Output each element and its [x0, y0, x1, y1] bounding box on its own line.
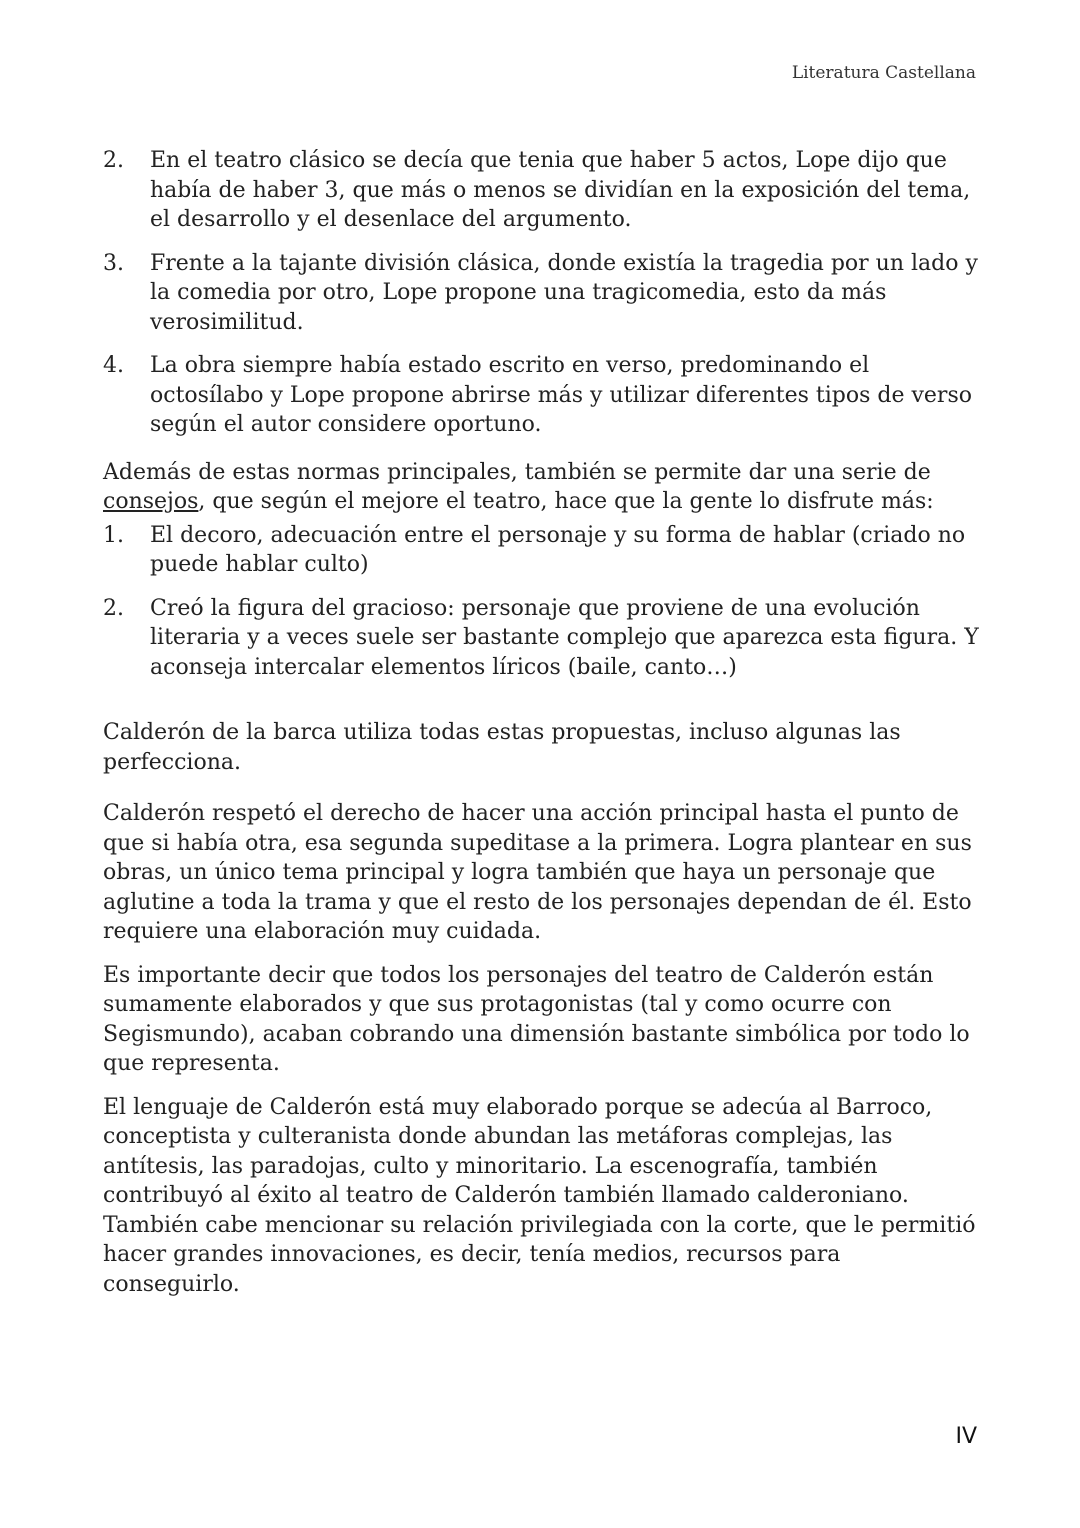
list-item — [103, 521, 983, 580]
list-item — [103, 146, 983, 235]
running-header: Literatura Castellana — [791, 63, 976, 83]
list-item — [103, 594, 983, 683]
list-number: 2. — [103, 595, 124, 621]
norms-list — [103, 146, 983, 440]
list-text: La obra siempre había estado escrito en verso, predominando el octosílabo y Lope propone abrirse más y utilizar diferentes tipos de verso según el autor considere oportuno. — [150, 353, 972, 437]
underlined-word: consejos — [103, 489, 199, 514]
list-text: En el teatro clásico se decía que tenia que haber 5 actos, Lope dijo que había de haber 3, que más o menos se dividían en la exposición del tema, el desarrollo y el desenlace del argumento. — [150, 148, 971, 232]
paragraph-accion-principal: Calderón respetó el derecho de hacer una acción principal hasta el punto de que si había otra, esa segunda supeditase a la primera. Logra plantear en sus obras, un único tema principal y logra también que haya un personaje que aglutine a toda la trama y que el resto de los personajes dependan de él. Esto requiere una elaboración muy cuidada. — [103, 801, 972, 944]
paragraph-personajes: Es importante decir que todos los personajes del teatro de Calderón están sumamente elaborados y que sus protagonistas (tal y como ocurre con Segismundo), acaban cobrando una dimensión bastante simbólica por todo lo que representa. — [103, 962, 970, 1076]
list-number: 1. — [103, 522, 124, 548]
body-content — [103, 146, 983, 1313]
paragraph-lenguaje: El lenguaje de Calderón está muy elaborado porque se adecúa al Barroco, conceptista y culteranista donde abundan las metáforas complejas, las antítesis, las paradojas, culto y minoritario. La escenografía, también contribuyó al éxito al teatro de Calderón también llamado calderoniano. También cabe mencionar su relación privilegiada con la corte, que le permitió hacer grandes innovaciones, es decir, tenía medios, recursos para conseguirlo. — [103, 1094, 976, 1297]
list-number: 3. — [103, 250, 124, 276]
list-item — [103, 249, 983, 338]
list-item — [103, 351, 983, 440]
list-text: Creó la figura del gracioso: personaje que proviene de una evolución literaria y a veces suele ser bastante complejo que aparezca esta figura. Y aconseja intercalar elementos líricos (baile, canto…) — [150, 595, 979, 680]
list-number: 2. — [103, 148, 124, 173]
list-number: 4. — [103, 353, 124, 378]
paragraph-calderon-intro: Calderón de la barca utiliza todas estas propuestas, incluso algunas las perfecciona. — [103, 720, 901, 775]
advice-list — [103, 521, 983, 683]
intro-paragraph: Además de estas normas principales, también se permite dar una serie de consejos, que según el mejore el teatro, hace que la gente lo disfrute más: — [103, 459, 934, 514]
page-number: IV — [955, 1424, 977, 1449]
list-text: El decoro, adecuación entre el personaje y su forma de hablar (criado no puede hablar culto) — [150, 522, 966, 577]
list-text: Frente a la tajante división clásica, donde existía la tragedia por un lado y la comedia por otro, Lope propone una tragicomedia, esto da más verosimilitud. — [150, 250, 978, 335]
